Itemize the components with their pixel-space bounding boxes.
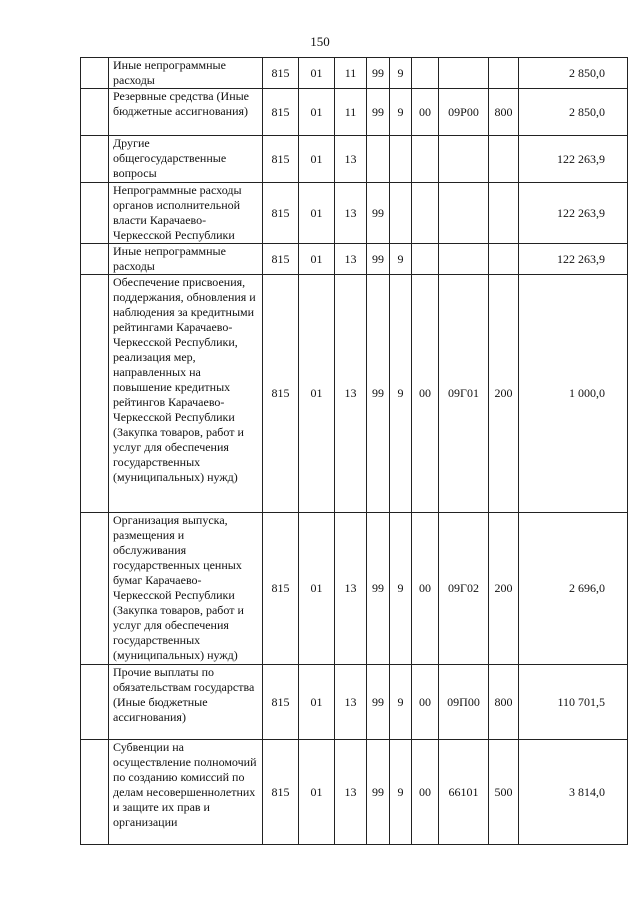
table-row xyxy=(81,740,628,845)
code-cell-c8: 200 xyxy=(489,275,519,513)
code-cell-c3: 13 xyxy=(335,665,367,740)
code-cell-c1: 815 xyxy=(263,58,299,89)
code-cell-c4 xyxy=(367,136,390,183)
table-row xyxy=(81,58,628,89)
blank-cell xyxy=(81,244,109,275)
code-cell-c2: 01 xyxy=(299,275,335,513)
description-cell: Субвенции на осуществление полномочий по созданию комиссий по делам несовершеннолетних и защите их прав и организации xyxy=(109,740,263,845)
code-cell-c1: 815 xyxy=(263,183,299,244)
blank-cell xyxy=(81,513,109,665)
code-cell-c1: 815 xyxy=(263,513,299,665)
code-cell-c7: 09Р00 xyxy=(439,89,489,136)
code-cell-c3: 11 xyxy=(335,89,367,136)
code-cell-c8 xyxy=(489,136,519,183)
code-cell-c6 xyxy=(412,244,439,275)
code-cell-c3: 13 xyxy=(335,136,367,183)
code-cell-c7: 09П00 xyxy=(439,665,489,740)
blank-cell xyxy=(81,275,109,513)
code-cell-c5: 9 xyxy=(390,58,412,89)
amount-cell: 122 263,9 xyxy=(519,136,628,183)
code-cell-c1: 815 xyxy=(263,136,299,183)
code-cell-c5: 9 xyxy=(390,89,412,136)
code-cell-c2: 01 xyxy=(299,665,335,740)
code-cell-c1: 815 xyxy=(263,740,299,845)
code-cell-c3: 13 xyxy=(335,740,367,845)
blank-cell xyxy=(81,183,109,244)
code-cell-c3: 13 xyxy=(335,183,367,244)
description-cell: Резервные средства (Иные бюджетные ассигнования) xyxy=(109,89,263,136)
code-cell-c2: 01 xyxy=(299,244,335,275)
amount-cell: 2 696,0 xyxy=(519,513,628,665)
code-cell-c5: 9 xyxy=(390,244,412,275)
amount-cell: 2 850,0 xyxy=(519,58,628,89)
code-cell-c7: 09Г02 xyxy=(439,513,489,665)
code-cell-c3: 11 xyxy=(335,58,367,89)
amount-cell: 3 814,0 xyxy=(519,740,628,845)
table-row xyxy=(81,665,628,740)
table-row xyxy=(81,244,628,275)
code-cell-c1: 815 xyxy=(263,275,299,513)
code-cell-c7 xyxy=(439,136,489,183)
code-cell-c4: 99 xyxy=(367,275,390,513)
code-cell-c8 xyxy=(489,183,519,244)
code-cell-c1: 815 xyxy=(263,89,299,136)
code-cell-c8 xyxy=(489,58,519,89)
blank-cell xyxy=(81,89,109,136)
code-cell-c6: 00 xyxy=(412,665,439,740)
code-cell-c4: 99 xyxy=(367,58,390,89)
blank-cell xyxy=(81,58,109,89)
description-cell: Непрограммные расходы органов исполнительной власти Карачаево-Черкесской Республики xyxy=(109,183,263,244)
code-cell-c4: 99 xyxy=(367,244,390,275)
description-cell: Иные непрограммные расходы xyxy=(109,244,263,275)
code-cell-c2: 01 xyxy=(299,136,335,183)
code-cell-c1: 815 xyxy=(263,244,299,275)
code-cell-c6 xyxy=(412,183,439,244)
code-cell-c1: 815 xyxy=(263,665,299,740)
code-cell-c5: 9 xyxy=(390,275,412,513)
blank-cell xyxy=(81,665,109,740)
code-cell-c2: 01 xyxy=(299,740,335,845)
code-cell-c6: 00 xyxy=(412,513,439,665)
code-cell-c8: 800 xyxy=(489,665,519,740)
code-cell-c4: 99 xyxy=(367,665,390,740)
code-cell-c3: 13 xyxy=(335,513,367,665)
code-cell-c7: 66101 xyxy=(439,740,489,845)
amount-cell: 1 000,0 xyxy=(519,275,628,513)
code-cell-c2: 01 xyxy=(299,89,335,136)
table-row xyxy=(81,183,628,244)
amount-cell: 122 263,9 xyxy=(519,183,628,244)
code-cell-c5: 9 xyxy=(390,740,412,845)
code-cell-c4: 99 xyxy=(367,183,390,244)
amount-cell: 110 701,5 xyxy=(519,665,628,740)
description-cell: Обеспечение присвоения, поддержания, обновления и наблюдения за кредитными рейтингами Карачаево-Черкесской Республики, реализация мер, направленных на повышение кредитных рейтингов Карачаево-Черкесской Республики (Закупка товаров, работ и услуг для обеспечения государственных (муниципальных) нужд) xyxy=(109,275,263,513)
code-cell-c4: 99 xyxy=(367,740,390,845)
table-row xyxy=(81,136,628,183)
code-cell-c5: 9 xyxy=(390,665,412,740)
code-cell-c7: 09Г01 xyxy=(439,275,489,513)
code-cell-c6: 00 xyxy=(412,740,439,845)
code-cell-c6 xyxy=(412,58,439,89)
table-body xyxy=(81,58,628,845)
code-cell-c3: 13 xyxy=(335,244,367,275)
budget-table xyxy=(80,57,628,845)
description-cell: Иные непрограммные расходы xyxy=(109,58,263,89)
code-cell-c2: 01 xyxy=(299,58,335,89)
description-cell: Организация выпуска, размещения и обслуживания государственных ценных бумаг Карачаево-Черкесской Республики (Закупка товаров, работ и услуг для обеспечения государственных (муниципальных) нужд) xyxy=(109,513,263,665)
code-cell-c5 xyxy=(390,136,412,183)
table-row xyxy=(81,275,628,513)
code-cell-c7 xyxy=(439,58,489,89)
table-row xyxy=(81,513,628,665)
code-cell-c7 xyxy=(439,183,489,244)
amount-cell: 122 263,9 xyxy=(519,244,628,275)
code-cell-c4: 99 xyxy=(367,513,390,665)
table-row xyxy=(81,89,628,136)
code-cell-c8: 200 xyxy=(489,513,519,665)
description-cell: Прочие выплаты по обязательствам государства (Иные бюджетные ассигнования) xyxy=(109,665,263,740)
code-cell-c3: 13 xyxy=(335,275,367,513)
code-cell-c8: 500 xyxy=(489,740,519,845)
code-cell-c7 xyxy=(439,244,489,275)
code-cell-c6: 00 xyxy=(412,89,439,136)
code-cell-c4: 99 xyxy=(367,89,390,136)
code-cell-c6 xyxy=(412,136,439,183)
code-cell-c8: 800 xyxy=(489,89,519,136)
code-cell-c8 xyxy=(489,244,519,275)
page-number: 150 xyxy=(310,34,330,49)
blank-cell xyxy=(81,740,109,845)
code-cell-c6: 00 xyxy=(412,275,439,513)
amount-cell: 2 850,0 xyxy=(519,89,628,136)
code-cell-c5: 9 xyxy=(390,513,412,665)
code-cell-c2: 01 xyxy=(299,513,335,665)
code-cell-c5 xyxy=(390,183,412,244)
description-cell: Другие общегосударственные вопросы xyxy=(109,136,263,183)
blank-cell xyxy=(81,136,109,183)
code-cell-c2: 01 xyxy=(299,183,335,244)
